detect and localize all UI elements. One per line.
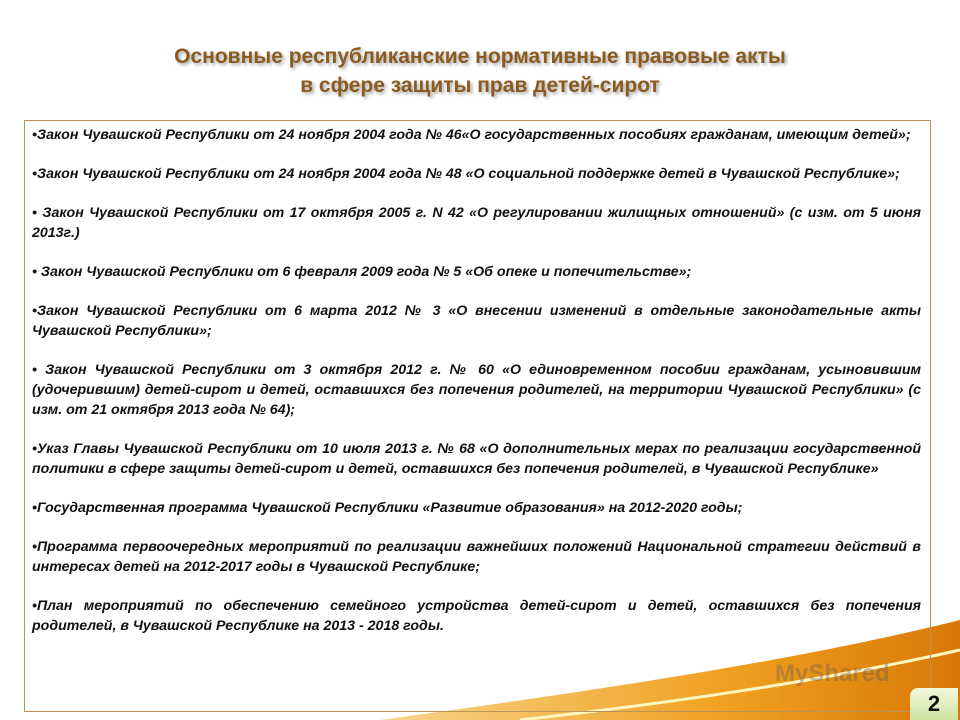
list-item: •Программа первоочередных мероприятий по реализации важнейших положений Национальной стратегии действий в интересах детей на 2012-2017 годы в Чувашской Республике; [32, 539, 921, 575]
page-number: 2 [910, 688, 958, 720]
slide-title [0, 42, 960, 100]
title-line-2: в сфере защиты прав детей-сирот [300, 74, 660, 97]
watermark: MyShared [775, 660, 890, 687]
list-item: • Закон Чувашской Республики от 17 октября 2005 г. N 42 «О регулировании жилищных отношений» (с изм. от 5 июня 2013г.) [32, 205, 921, 241]
list-item: •Государственная программа Чувашской Республики «Развитие образования» на 2012-2020 годы; [32, 500, 743, 516]
list-item: •План мероприятий по обеспечению семейного устройства детей-сирот и детей, оставшихся без попечения родителей, в Чувашской Республике на 2013 - 2018 годы. [32, 598, 921, 634]
acts-list [32, 125, 921, 655]
title-line-1: Основные республиканские нормативные правовые акты [174, 45, 786, 68]
list-item: •Закон Чувашской Республики от 24 ноября 2004 года № 48 «О социальной поддержке детей в Чувашской Республике»; [32, 166, 900, 182]
list-item: •Указ Главы Чувашской Республики от 10 июля 2013 г. № 68 «О дополнительных мерах по реализации государственной политики в сфере защиты детей-сирот и детей, оставшихся без попечения родителей, в Чувашской Республике» [32, 441, 921, 477]
list-item: •Закон Чувашской Республики от 6 марта 2012 № 3 «О внесении изменений в отдельные законодательные акты Чувашской Республики»; [32, 303, 921, 339]
list-item: •Закон Чувашской Республики от 24 ноября 2004 года № 46«О государственных пособиях гражданам, имеющим детей»; [32, 127, 911, 143]
list-item: • Закон Чувашской Республики от 3 октября 2012 г. № 60 «О единовременном пособии гражданам, усыновившим (удочерившим) детей-сирот и детей, оставшихся без попечения родителей, на территории Чувашской Республики» (с изм. от 21 октября 2013 года № 64); [32, 362, 921, 418]
list-item: • Закон Чувашской Республики от 6 февраля 2009 года № 5 «Об опеке и попечительстве»; [32, 264, 692, 280]
